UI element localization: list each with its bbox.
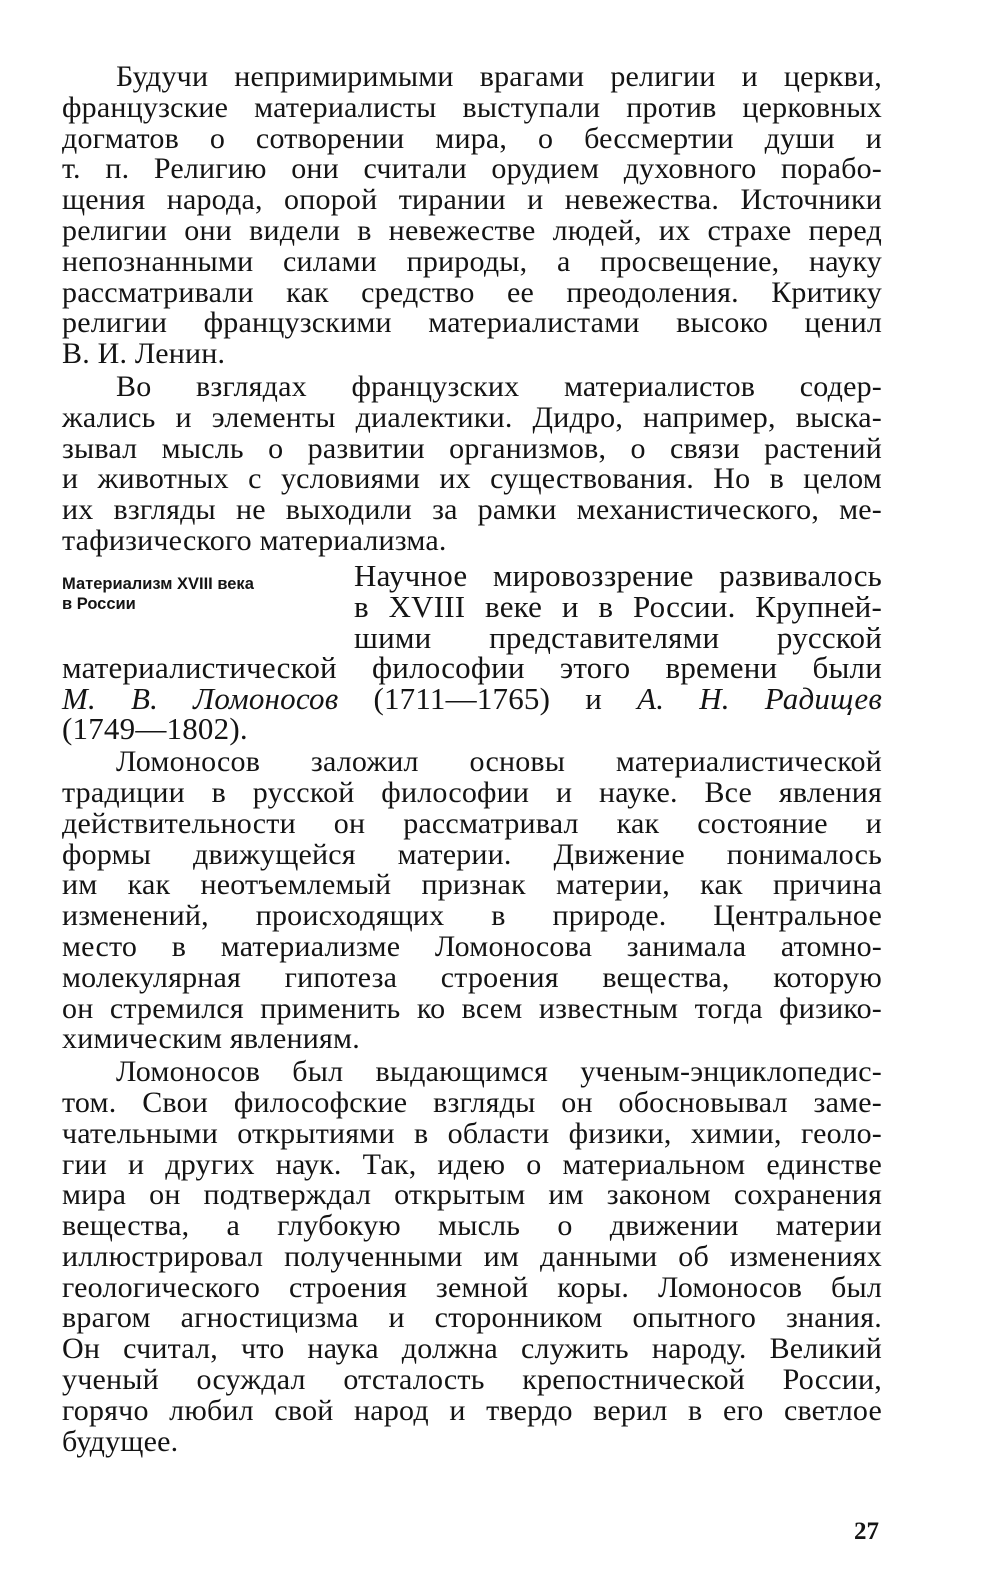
text-line: материалистической философии этого времени были [62, 649, 882, 685]
section-side-heading [62, 574, 352, 614]
text-line: иллюстрировал полученными им данными об изменениях [62, 1239, 882, 1273]
text-line: зывал мысль о развитии организмов, о связи растений [62, 431, 882, 465]
text-line: вещества, а глубокую мысль о движении материи [62, 1209, 882, 1243]
text-line: В. И. Ленин. [62, 337, 226, 371]
paragraph-4 [62, 747, 882, 1055]
text-line: он стремился применить ко всем известным тогда физико- [62, 991, 882, 1025]
text-line: мира он подтверждал открытым им законом сохранения [62, 1178, 882, 1212]
text-line: изменений, происходящих в природе. Центральное [62, 899, 882, 933]
text-line: врагом агностицизма и сторонником опытного знания. [62, 1301, 882, 1335]
paragraph-1 [62, 62, 882, 370]
paragraph-3 [62, 649, 883, 747]
lomonosov-name: М. В. Ломоносов [62, 680, 339, 716]
radishchev-years: (1749—1802). [62, 711, 248, 747]
text-line: французские материалисты выступали против церковных [62, 90, 882, 124]
section-with-side-heading [62, 557, 882, 655]
text-line: традиции в русской философии и науке. Все явления [62, 775, 882, 809]
text-line: Будучи непримиримыми врагами религии и церкви, [116, 60, 882, 93]
radishchev-name: А. Н. Радищев [637, 680, 883, 716]
text-line: гии и других наук. Так, идею о материальном единстве [62, 1147, 882, 1181]
text-line: религии они видели в невежестве людей, их страхе перед [62, 213, 882, 247]
text-line: догматов о сотворении мира, о бессмертии души и [62, 121, 882, 155]
text-line: их взгляды не выходили за рамки механистического, ме- [62, 493, 882, 527]
paragraph-5 [62, 1057, 882, 1457]
text-line: религии французскими материалистами высоко ценил [62, 306, 882, 340]
text-line: рассматривали как средство ее преодоления. Критику [62, 275, 882, 309]
side-heading-line: Материализм XVIII века [62, 574, 254, 593]
text-line: щения народа, опорой тирании и невежества. Источники [62, 183, 882, 217]
text-line: в XVIII веке и в России. Крупней- [354, 588, 882, 624]
text-line: будущее. [62, 1424, 179, 1458]
text-line: формы движущейся материи. Движение понималось [62, 837, 882, 871]
text-line: химическим явлениям. [62, 1022, 360, 1056]
text-line: том. Свои философские взгляды он обосновывал заме- [62, 1085, 882, 1119]
text-line: т. п. Религию они считали орудием духовного порабо- [62, 152, 882, 186]
text-line: молекулярная гипотеза строения вещества, которую [62, 960, 882, 994]
text-line: Во взглядах французских материалистов содер- [116, 369, 882, 403]
text-line: тафизического материализма. [62, 523, 447, 557]
text-line: чательными открытиями в области физики, химии, геоло- [62, 1116, 882, 1150]
text-line: непознанными силами природы, а просвещение, науку [62, 244, 882, 278]
lomonosov-years: (1711—1765) [373, 680, 551, 716]
text-line: ученый осуждал отсталость крепостнической России, [62, 1363, 882, 1397]
text-line: действительности он рассматривал как состояние и [62, 806, 882, 840]
text-line: шими представителями русской [354, 619, 882, 655]
paragraph-2 [62, 369, 882, 557]
conjunction: и [585, 680, 603, 716]
text-line: жались и элементы диалектики. Дидро, например, выска- [62, 400, 882, 434]
text-line: Ломоносов был выдающимся ученым-энциклопедис- [116, 1055, 882, 1089]
text-line-names [62, 680, 883, 716]
text-line: Научное мировоззрение развивалось [354, 557, 882, 593]
text-line: Ломоносов заложил основы материалистической [116, 745, 882, 779]
side-heading-line: в России [62, 594, 136, 613]
page-number: 27 [854, 1518, 879, 1545]
text-line: горячо любил свой народ и твердо верил в его светлое [62, 1393, 882, 1427]
text-line: и животных с условиями их существования. Но в целом [62, 462, 882, 496]
text-line: место в материализме Ломоносова занимала атомно- [62, 929, 882, 963]
text-line: Он считал, что наука должна служить народу. Великий [62, 1332, 882, 1366]
text-line: геологического строения земной коры. Ломоносов был [62, 1270, 882, 1304]
page-body [62, 62, 882, 1457]
side-text-block [354, 557, 882, 655]
text-line: им как неотъемлемый признак материи, как причина [62, 868, 882, 902]
